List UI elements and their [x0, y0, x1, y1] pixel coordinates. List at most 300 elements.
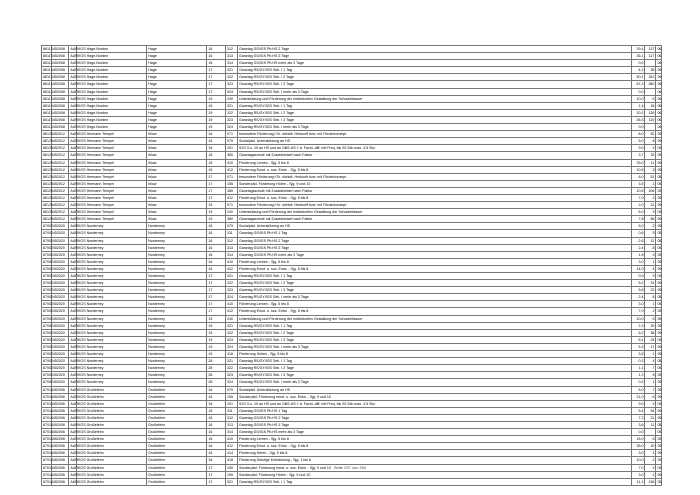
table-cell: 201 — [225, 400, 237, 407]
table-cell: 2,4 — [632, 294, 645, 301]
table-cell: KGS Norderney — [77, 365, 147, 372]
table-cell: 452012 — [51, 131, 69, 138]
table-cell: 86125 — [43, 132, 53, 137]
table-cell: 06 — [657, 82, 662, 87]
table-cell: Ihlow — [147, 131, 207, 138]
table-cell: KGS Hage-Norden — [77, 88, 147, 95]
table-cell: 324 — [225, 124, 237, 131]
table-cell: 11,1 — [632, 478, 645, 485]
table-cell: 0,0 — [632, 88, 645, 95]
table-cell: 452020 — [51, 273, 69, 280]
table-row — [42, 244, 662, 251]
table-cell: 87002 — [43, 302, 53, 307]
table-cell: 05 — [657, 408, 662, 413]
table-cell: 6,0 — [632, 209, 645, 216]
table-cell: 0,3 — [632, 379, 645, 386]
table-cell: 05 — [657, 167, 662, 172]
table-cell: 17 — [207, 287, 226, 294]
table-cell: 312 — [225, 46, 237, 53]
table-cell: 452020 — [51, 244, 69, 251]
table-cell: Ihlow — [147, 180, 207, 187]
table-cell: Ganztag RS/GY/IGS Sek. I 3 Tage — [238, 372, 632, 379]
table-cell: Norderney — [147, 358, 207, 365]
table-cell: AUR — [70, 224, 78, 229]
table-cell: Ganztag RS/GY/IGS Sek. I 1 Tag — [238, 273, 632, 280]
table-cell: 8 — [645, 138, 656, 145]
table-cell: KGS Hermann Tempel — [77, 209, 147, 216]
table-cell: 452020 — [51, 343, 69, 350]
table-cell: 412 — [225, 308, 237, 315]
table-cell: Hage — [147, 53, 207, 60]
table-cell — [645, 124, 656, 131]
table-cell: Ganztag RS/GY/IGS Sek. I 2 Tage — [238, 109, 632, 116]
table-cell: 05 — [657, 316, 662, 321]
table-cell: 452020 — [51, 322, 69, 329]
table-cell: 05 — [657, 231, 662, 236]
table-cell: 321 — [225, 273, 237, 280]
table-cell: 311 — [225, 230, 237, 237]
table-cell: Ganztag RS/GY/IGS Sek. I mehr als 3 Tage — [238, 294, 632, 301]
table-cell: Ihlow — [147, 216, 207, 223]
table-row — [42, 379, 662, 386]
table-cell: AUR — [70, 210, 78, 215]
table-cell: AUR — [70, 110, 78, 115]
table-cell: 22 — [645, 287, 656, 294]
table-cell: AUR — [70, 359, 78, 364]
table-row — [42, 386, 662, 393]
table-cell: 1,2 — [632, 372, 645, 379]
table-cell: Ganztag RS/GY/IGS Sek. I 2 Tage — [238, 329, 632, 336]
table-cell: KGS Hermann Tempel — [77, 180, 147, 187]
table-cell: KGS Großefehn — [77, 429, 147, 436]
table-cell: 240 — [225, 95, 237, 102]
table-cell: 0,0 — [632, 60, 645, 67]
table-cell: 87014 — [43, 415, 53, 420]
table-cell: 9,0 — [632, 400, 645, 407]
table-cell: Großefehn — [147, 414, 207, 421]
table-row — [42, 251, 662, 258]
table-cell: 380 — [225, 187, 237, 194]
table-cell: 87014 — [43, 430, 53, 435]
table-cell: KGS Norderney — [77, 379, 147, 386]
table-cell: 321 — [225, 322, 237, 329]
table-cell: Norderney — [147, 379, 207, 386]
table-cell: 4 — [645, 265, 656, 272]
table-cell: Norderney — [147, 322, 207, 329]
table-cell — [645, 60, 656, 67]
table-cell: 1 — [645, 180, 656, 187]
table-cell: AUR — [70, 146, 78, 151]
table-cell: 6 — [645, 436, 656, 443]
table-cell: 87002 — [43, 380, 53, 385]
table-cell: 5,0 — [632, 138, 645, 145]
table-cell: AUR — [70, 444, 78, 449]
table-cell: 314 — [225, 60, 237, 67]
table-cell: AUR — [70, 337, 78, 342]
table-row — [42, 237, 662, 244]
table-cell: Großefehn — [147, 421, 207, 428]
table-cell: 05 — [657, 203, 662, 208]
table-cell: AUR — [70, 54, 78, 59]
table-row — [42, 67, 662, 74]
table-cell: AUR — [70, 252, 78, 257]
table-cell: AUR — [70, 203, 78, 208]
table-cell: 418 — [225, 457, 237, 464]
table-cell: 16 — [207, 244, 226, 251]
table-row — [42, 393, 662, 400]
table-cell: 322 — [225, 365, 237, 372]
table-cell: 452006 — [51, 429, 69, 436]
table-cell: 7,8 — [632, 216, 645, 223]
table-cell: Hage — [147, 74, 207, 81]
table-cell: 412 — [225, 265, 237, 272]
table-cell: 323 — [225, 287, 237, 294]
table-row — [42, 116, 662, 123]
table-cell: KGS Hage-Norden — [77, 95, 147, 102]
table-cell: 1 — [645, 258, 656, 265]
table-cell: 2 — [645, 464, 656, 471]
table-cell: 05 — [657, 430, 662, 435]
table-cell: 86125 — [43, 181, 53, 186]
table-cell: 17 — [207, 464, 226, 471]
table-cell: 323 — [225, 336, 237, 343]
table-cell: 12 — [645, 237, 656, 244]
table-cell: 87002 — [43, 344, 53, 349]
table-cell: 452020 — [51, 230, 69, 237]
table-row — [42, 421, 662, 428]
table-cell: 17 — [207, 273, 226, 280]
table-cell: KGS Norderney — [77, 336, 147, 343]
table-cell: Ganztag GS/IGS Pb.HS mehr als 3 Tage — [238, 429, 632, 436]
table-cell: 86113 — [43, 47, 53, 51]
table-cell: 6,1 — [632, 336, 645, 343]
table-cell: 19 — [207, 329, 226, 336]
table-cell: 126 — [645, 109, 656, 116]
table-cell: 86113 — [43, 110, 53, 115]
table-cell: 16 — [207, 237, 226, 244]
table-cell: 16 — [207, 393, 226, 400]
table-cell: 06 — [657, 75, 662, 80]
table-cell: Norderney — [147, 301, 207, 308]
table-cell: 87014 — [43, 401, 53, 406]
table-cell: AUR — [70, 281, 78, 286]
table-row — [42, 407, 662, 414]
table-cell: Ganztag RS/GY/IGS Sek. I 1 Tag — [238, 478, 632, 485]
table-cell: AUR — [70, 238, 78, 243]
table-cell: 28 — [207, 365, 226, 372]
table-cell: Ganztag RS/GY/IGS Sek. I 3 Tage — [238, 81, 632, 88]
table-cell: 313 — [225, 421, 237, 428]
table-cell: 16 — [207, 152, 226, 159]
table-cell: AUR — [70, 174, 78, 179]
table-cell: 18,0 — [632, 436, 645, 443]
table-cell: AUR — [70, 373, 78, 378]
table-cell: KGS Hage-Norden — [77, 124, 147, 131]
table-cell: KGS Großefehn — [77, 471, 147, 478]
table-cell: 19 — [207, 315, 226, 322]
table-cell: AUR — [70, 344, 78, 349]
table-row — [42, 429, 662, 436]
table-cell: Norderney — [147, 237, 207, 244]
table-cell: 86125 — [43, 167, 53, 172]
table-cell: 11 — [645, 159, 656, 166]
table-cell: 0,6 — [632, 230, 645, 237]
table-cell: 54 — [645, 407, 656, 414]
table-cell: Hage — [147, 116, 207, 123]
table-row — [42, 145, 662, 152]
table-cell: 2,4 — [632, 244, 645, 251]
table-cell: 323 — [225, 116, 237, 123]
table-cell: AUR — [70, 366, 78, 371]
table-cell: 2,6 — [632, 237, 645, 244]
table-cell: KGS Großefehn — [77, 478, 147, 485]
table-cell: 452020 — [51, 379, 69, 386]
table-cell: 86125 — [43, 146, 53, 151]
table-cell: 21,0 — [632, 393, 645, 400]
table-cell: Ganztagsschule mit Zusatzbedarf nach Faktor — [238, 216, 632, 223]
table-cell: 3,7 — [632, 152, 645, 159]
table-cell: KGS Großefehn — [77, 457, 147, 464]
table-cell: Norderney — [147, 287, 207, 294]
table-cell: 52 — [645, 131, 656, 138]
table-cell: 17 — [207, 173, 226, 180]
table-cell: 35,0 — [632, 443, 645, 450]
table-cell: 05 — [657, 302, 662, 307]
table-cell: AUR — [70, 430, 78, 435]
table-cell: 38 — [645, 329, 656, 336]
table-cell: AUR — [70, 117, 78, 122]
table-cell — [645, 429, 656, 436]
table-cell: 1 — [645, 351, 656, 358]
table-cell: 7,0 — [632, 308, 645, 315]
table-cell: 452008 — [51, 116, 69, 123]
table-cell: Norderney — [147, 294, 207, 301]
table-cell: 19 — [207, 336, 226, 343]
table-cell: Norderney — [147, 258, 207, 265]
table-cell: 87002 — [43, 352, 53, 357]
table-row — [42, 315, 662, 322]
table-cell: 16 — [207, 386, 226, 393]
table-row — [42, 443, 662, 450]
table-cell: 155 — [225, 464, 237, 471]
table-cell: 50,1 — [632, 74, 645, 81]
table-cell: 05 — [657, 352, 662, 357]
table-cell: 06 — [657, 89, 662, 94]
table-cell: 5,4 — [632, 407, 645, 414]
table-cell: 05 — [657, 323, 662, 328]
table-cell: 5 — [645, 230, 656, 237]
table-cell: AUR — [70, 387, 78, 392]
table-cell: Sonderpäd. Förderung Hören - Sjg. 9 und 10 — [238, 180, 632, 187]
table-cell: 0,0 — [632, 124, 645, 131]
table-cell: KGS Norderney — [77, 308, 147, 315]
table-cell: 17 — [207, 280, 226, 287]
table-cell: 452008 — [51, 88, 69, 95]
table-cell: KGS Hermann Tempel — [77, 187, 147, 194]
table-cell: Ihlow — [147, 166, 207, 173]
table-cell: 240 — [225, 209, 237, 216]
table-cell: AUR — [70, 167, 78, 172]
table-cell: KGS Hermann Tempel — [77, 166, 147, 173]
table-cell: 87002 — [43, 252, 53, 257]
table-cell: 324 — [225, 294, 237, 301]
table-cell: 280 — [645, 81, 656, 88]
table-row — [42, 166, 662, 173]
table-cell: Ganztag RS/GY/IGS Sek. I 2 Tage — [238, 365, 632, 372]
table-cell: 079 — [225, 223, 237, 230]
table-cell: 20,2 — [632, 109, 645, 116]
table-cell: 071 — [225, 173, 237, 180]
table-cell: Hage — [147, 102, 207, 109]
table-cell: 452012 — [51, 152, 69, 159]
table-cell: 452008 — [51, 124, 69, 131]
table-cell: Ihlow — [147, 138, 207, 145]
table-cell: 452006 — [51, 414, 69, 421]
table-cell: 87002 — [43, 295, 53, 300]
table-cell: besondere Förderung f.Sr. nichtdt. Herkunft bzw. mit Förderkonzept — [238, 173, 632, 180]
table-cell: Hage — [147, 46, 207, 53]
table-cell: 3,0 — [632, 258, 645, 265]
table-cell: Ihlow — [147, 187, 207, 194]
table-cell: 19 — [207, 209, 226, 216]
table-cell: 452012 — [51, 138, 69, 145]
table-cell: 321 — [225, 102, 237, 109]
table-row — [42, 365, 662, 372]
table-cell — [645, 88, 656, 95]
table-cell: 19 — [207, 202, 226, 209]
table-cell: Ganztag GS/IGS Pb.HS 2 Tage — [238, 46, 632, 53]
table-cell: 06 — [657, 47, 662, 51]
table-cell: 06 — [657, 61, 662, 66]
table-cell: 452006 — [51, 478, 69, 485]
table-cell: Ganztag RS/GY/IGS Sek. I 1 Tag — [238, 102, 632, 109]
table-cell: 452006 — [51, 393, 69, 400]
table-cell: 19 — [207, 116, 226, 123]
table-cell: 10,5 — [632, 166, 645, 173]
table-cell: 87002 — [43, 224, 53, 229]
table-cell: SJG 9 u. 10 an HS und an OBS-HS f. ä. Fachl.-diff. mit Freq. bis 20 Sch max. 4,5 Std. — [238, 400, 632, 407]
table-cell: 416 — [225, 351, 237, 358]
table-cell: 452008 — [51, 74, 69, 81]
table-cell: 3,0 — [632, 450, 645, 457]
table-row — [42, 159, 662, 166]
table-cell: 452008 — [51, 109, 69, 116]
table-cell: 452006 — [51, 471, 69, 478]
table-cell: Ganztag RS/GY/IGS Sek. I mehr als 3 Tage — [238, 379, 632, 386]
table-cell: 106 — [645, 187, 656, 194]
table-cell: besondere Förderung f.Sr. nichtdt. Herkunft bzw. mit Förderkonzept — [238, 202, 632, 209]
table-cell: AUR — [70, 380, 78, 385]
table-cell: 05 — [657, 337, 662, 342]
table-cell: 452020 — [51, 315, 69, 322]
table-cell: Hage — [147, 95, 207, 102]
table-cell: 155 — [225, 471, 237, 478]
table-cell: 8 — [645, 294, 656, 301]
table-cell: 7 — [645, 386, 656, 393]
table-cell: 05 — [657, 444, 662, 449]
table-cell: 071 — [225, 202, 237, 209]
table-cell: Norderney — [147, 336, 207, 343]
table-cell: KGS Norderney — [77, 329, 147, 336]
table-cell: 86113 — [43, 54, 53, 59]
table-cell: 05 — [657, 380, 662, 385]
table-cell: 2,3 — [632, 322, 645, 329]
table-cell: KGS Norderney — [77, 230, 147, 237]
table-cell: 324 — [225, 343, 237, 350]
table-cell: Großefehn — [147, 436, 207, 443]
table-cell: Norderney — [147, 372, 207, 379]
table-cell: 05 — [657, 309, 662, 314]
table-cell: 452006 — [51, 386, 69, 393]
table-cell: 5 — [645, 315, 656, 322]
table-cell: 0,9 — [632, 273, 645, 280]
table-cell: KGS Hermann Tempel — [77, 173, 147, 180]
table-cell: 05 — [657, 132, 662, 137]
table-cell: 28 — [207, 358, 226, 365]
table-cell: 079 — [225, 138, 237, 145]
table-cell: AUR — [70, 437, 78, 442]
table-cell: 452020 — [51, 336, 69, 343]
table-cell: 380 — [225, 216, 237, 223]
table-cell: Großefehn — [147, 393, 207, 400]
table-cell: 2 — [645, 457, 656, 464]
table-cell: Förderung Emot. u. soz. Entw. - Sjg. 5 bis 8 — [238, 166, 632, 173]
table-cell: Norderney — [147, 251, 207, 258]
table-row — [42, 478, 662, 485]
table-cell: 86125 — [43, 139, 53, 144]
table-cell: KGS Hermann Tempel — [77, 159, 147, 166]
table-cell: Hage — [147, 88, 207, 95]
table-cell: 1 — [645, 471, 656, 478]
table-cell: 9 — [645, 273, 656, 280]
table-cell: 05 — [657, 146, 662, 151]
table-cell: 17 — [207, 81, 226, 88]
table-cell: 452008 — [51, 81, 69, 88]
table-cell: Ganztag GS/IGS Pb.HS 1 Tag — [238, 230, 632, 237]
table-cell: 452006 — [51, 457, 69, 464]
table-cell: Förderung Sehen - Sjg. 5 bis 8 — [238, 351, 632, 358]
table-cell: 2 — [645, 223, 656, 230]
table-cell: Ganztagsschule mit Zusatzbedarf nach Faktor — [238, 152, 632, 159]
table-cell: AUR — [70, 352, 78, 357]
table-row — [42, 400, 662, 407]
table-cell: 8 — [645, 244, 656, 251]
table-cell: 6 — [645, 393, 656, 400]
table-cell: 452008 — [51, 102, 69, 109]
table-cell: besondere Förderung f.Sr. nichtdt. Herkunft bzw. mit Förderkonzept — [238, 131, 632, 138]
table-cell: 0,0 — [632, 429, 645, 436]
table-cell: 452006 — [51, 436, 69, 443]
table-cell: Unterstützung und Förderung der individuellen Gestaltung der Schulzeitdauer — [238, 315, 632, 322]
table-cell: Großefehn — [147, 386, 207, 393]
table-cell: 136 — [645, 478, 656, 485]
table-cell: Ganztag GS/IGS Pb.HS 3 Tage — [238, 244, 632, 251]
table-cell: 452012 — [51, 166, 69, 173]
table-cell: AUR — [70, 401, 78, 406]
table-cell: 452020 — [51, 372, 69, 379]
table-cell: 05 — [657, 465, 662, 470]
table-cell: 05 — [657, 174, 662, 179]
table-cell: KGS Norderney — [77, 372, 147, 379]
table-row — [42, 329, 662, 336]
table-row — [42, 88, 662, 95]
table-cell: KGS Großefehn — [77, 386, 147, 393]
table-cell: AUR — [70, 96, 78, 101]
table-cell: 5,0 — [632, 223, 645, 230]
table-cell: 16 — [207, 421, 226, 428]
table-cell: 86113 — [43, 117, 53, 122]
table-cell: Ganztag RS/GY/IGS Sek. I 1 Tag — [238, 322, 632, 329]
